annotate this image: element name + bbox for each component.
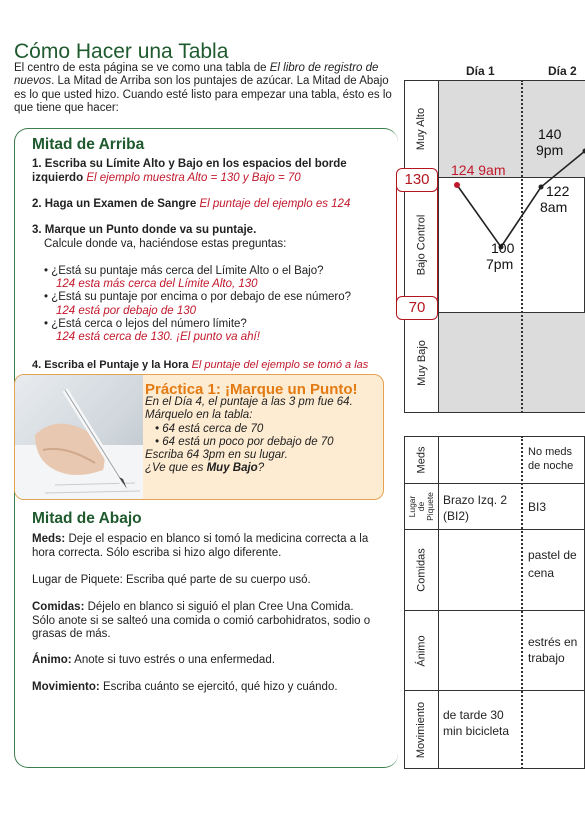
practice-title: Práctica 1: ¡Marque un Punto! xyxy=(145,381,358,398)
movement-instruction xyxy=(32,681,372,695)
step-1 xyxy=(32,158,377,185)
site-row-label: Lugar de Piquete xyxy=(407,492,435,521)
step-1-example: El ejemplo muestra Alto = 130 y Bajo = 70 xyxy=(86,171,301,184)
hand-writing-photo xyxy=(15,375,143,499)
intro-text-rest: . La Mitad de Arriba son los puntajes de azúcar. La Mitad de Abajo es lo que usted hizo. Cuando esté listo para empezar una tabla, ésto es lo que tiene que hacer: xyxy=(14,75,392,115)
high-limit-tag[interactable]: 130 xyxy=(396,168,438,192)
step-3 xyxy=(32,224,382,251)
top-half-heading: Mitad de Arriba xyxy=(32,136,145,153)
step-2-text: 2. Haga un Examen de Sangre xyxy=(32,198,197,210)
step-4-text: 4. Escriba el Puntaje y la Hora xyxy=(32,359,189,371)
food-day2-entry[interactable]: pastel de cena xyxy=(528,548,577,580)
point-122 xyxy=(539,185,544,190)
mood-day2-entry[interactable]: estrés en trabajo xyxy=(528,635,578,665)
muy-alto-cell xyxy=(405,81,438,177)
site-day2-entry[interactable]: BI3 xyxy=(528,500,547,514)
question-1: • ¿Está su puntaje más cerca del Límite Alto o el Bajo? xyxy=(44,265,324,277)
practice-line-2: Márquelo en la tabla: xyxy=(145,409,253,422)
point-124-label: 124 9am xyxy=(451,162,506,178)
practice-text xyxy=(145,383,381,475)
intro-text: El centro de esta página se ve como una tabla de xyxy=(14,62,267,74)
answer-2: 124 está por debajo de 130 xyxy=(56,304,197,317)
practice-line-6-post: ? xyxy=(257,462,265,475)
bajo-control-label: Bajo Control xyxy=(415,214,428,276)
log-label-divider xyxy=(438,436,439,769)
question-2: • ¿Está su puntaje por encima o por debajo de ese número? xyxy=(44,291,352,304)
point-124 xyxy=(454,182,460,188)
meds-instruction xyxy=(32,533,372,560)
mood-row-label: Ánimo xyxy=(415,634,428,667)
practice-line-3: • 64 está cerca de 70 xyxy=(155,422,264,435)
intro-book-title: El libro de registro de nuevos xyxy=(14,62,379,88)
mood-instruction xyxy=(32,654,372,668)
day-divider-bottom xyxy=(521,436,523,769)
site-row-cell xyxy=(405,484,438,529)
answer-1: 124 esta más cerca del Límite Alto, 130 xyxy=(56,278,258,291)
day-2-header: Día 2 xyxy=(548,64,577,78)
movement-day1-entry[interactable]: de tarde 30 min bicicleta xyxy=(443,708,510,738)
low-limit-tag[interactable]: 70 xyxy=(396,296,438,320)
site-instruction: Lugar de Piquete: Escriba qué parte de su cuerpo usó. xyxy=(32,574,311,586)
food-instruction xyxy=(32,601,372,642)
movement-row-cell xyxy=(405,691,438,768)
point-122-value: 122 xyxy=(546,183,570,199)
step-4-example: El puntaje del ejemplo se tomó a las xyxy=(191,359,369,371)
practice-line-6-bold: Muy Bajo xyxy=(206,462,258,475)
practice-box xyxy=(14,374,384,500)
meds-day2-entry[interactable]: No meds de noche xyxy=(528,446,574,472)
food-text: Déjelo en blanco si siguió el plan Cree Una Comida. Sólo anote si se salteó una comida o comió carbohidratos, sodio o grasas de más. xyxy=(32,601,371,640)
meds-label: Meds: xyxy=(32,533,66,545)
step-1-text: 1. Escriba su Límite Alto y Bajo en los espacios del borde izquierdo xyxy=(32,158,347,184)
mood-row-cell xyxy=(405,611,438,690)
meds-row-cell xyxy=(405,437,438,483)
practice-line-1: En el Día 4, el puntaje a las 3 pm fue 64. xyxy=(145,396,353,409)
point-122-time: 8am xyxy=(540,199,568,215)
movement-row-label: Movimiento xyxy=(415,701,428,758)
food-row-label: Comidas xyxy=(415,548,428,592)
food-label: Comidas: xyxy=(32,601,85,613)
muy-bajo-cell xyxy=(405,313,438,412)
step-2 xyxy=(32,198,382,212)
point-100-value: 100 xyxy=(491,240,515,256)
practice-line-4: • 64 está un poco por debajo de 70 xyxy=(155,435,334,448)
question-3: • ¿Está cerca o lejos del número límite? xyxy=(44,317,247,330)
step-3-text: 3. Marque un Punto donde va su puntaje. xyxy=(32,224,257,236)
page-title: Cómo Hacer una Tabla xyxy=(14,40,229,63)
step-2-example: El puntaje del ejemplo es 124 xyxy=(199,198,351,210)
answer-3: 124 está cerca de 130. ¡El punto va ahí! xyxy=(56,331,260,344)
mood-label: Ánimo: xyxy=(32,654,72,666)
practice-line-6 xyxy=(145,462,381,475)
practice-line-6-pre: ¿Ve que es xyxy=(145,462,207,475)
movement-label: Movimiento: xyxy=(32,681,100,693)
muy-bajo-label: Muy Bajo xyxy=(415,339,428,386)
bottom-half-heading: Mitad de Abajo xyxy=(32,510,142,527)
step-3-subtext: Calcule donde va, haciéndose estas preguntas: xyxy=(44,237,287,250)
intro-paragraph xyxy=(14,62,400,116)
movement-text: Escriba cuánto se ejercitó, qué hizo y cuándo. xyxy=(102,681,338,693)
mood-text: Anote si tuvo estrés o una enfermedad. xyxy=(74,654,275,666)
food-row-cell xyxy=(405,530,438,610)
point-140-time: 9pm xyxy=(536,142,564,158)
muy-alto-label: Muy Alto xyxy=(415,107,428,151)
meds-text: Deje el espacio en blanco si tomó la medicina correcta a la hora correcta. Sólo escriba si hizo algo diferente. xyxy=(32,533,369,559)
step-3-questions xyxy=(44,265,384,344)
practice-line-5: Escriba 64 3pm en su lugar. xyxy=(145,449,288,462)
day-1-header: Día 1 xyxy=(466,64,495,78)
point-100-time: 7pm xyxy=(486,256,514,272)
meds-row-label: Meds xyxy=(415,446,428,474)
point-140-value: 140 xyxy=(538,126,562,142)
site-day1-entry[interactable]: Brazo Izq. 2 (BI2) xyxy=(443,493,508,523)
